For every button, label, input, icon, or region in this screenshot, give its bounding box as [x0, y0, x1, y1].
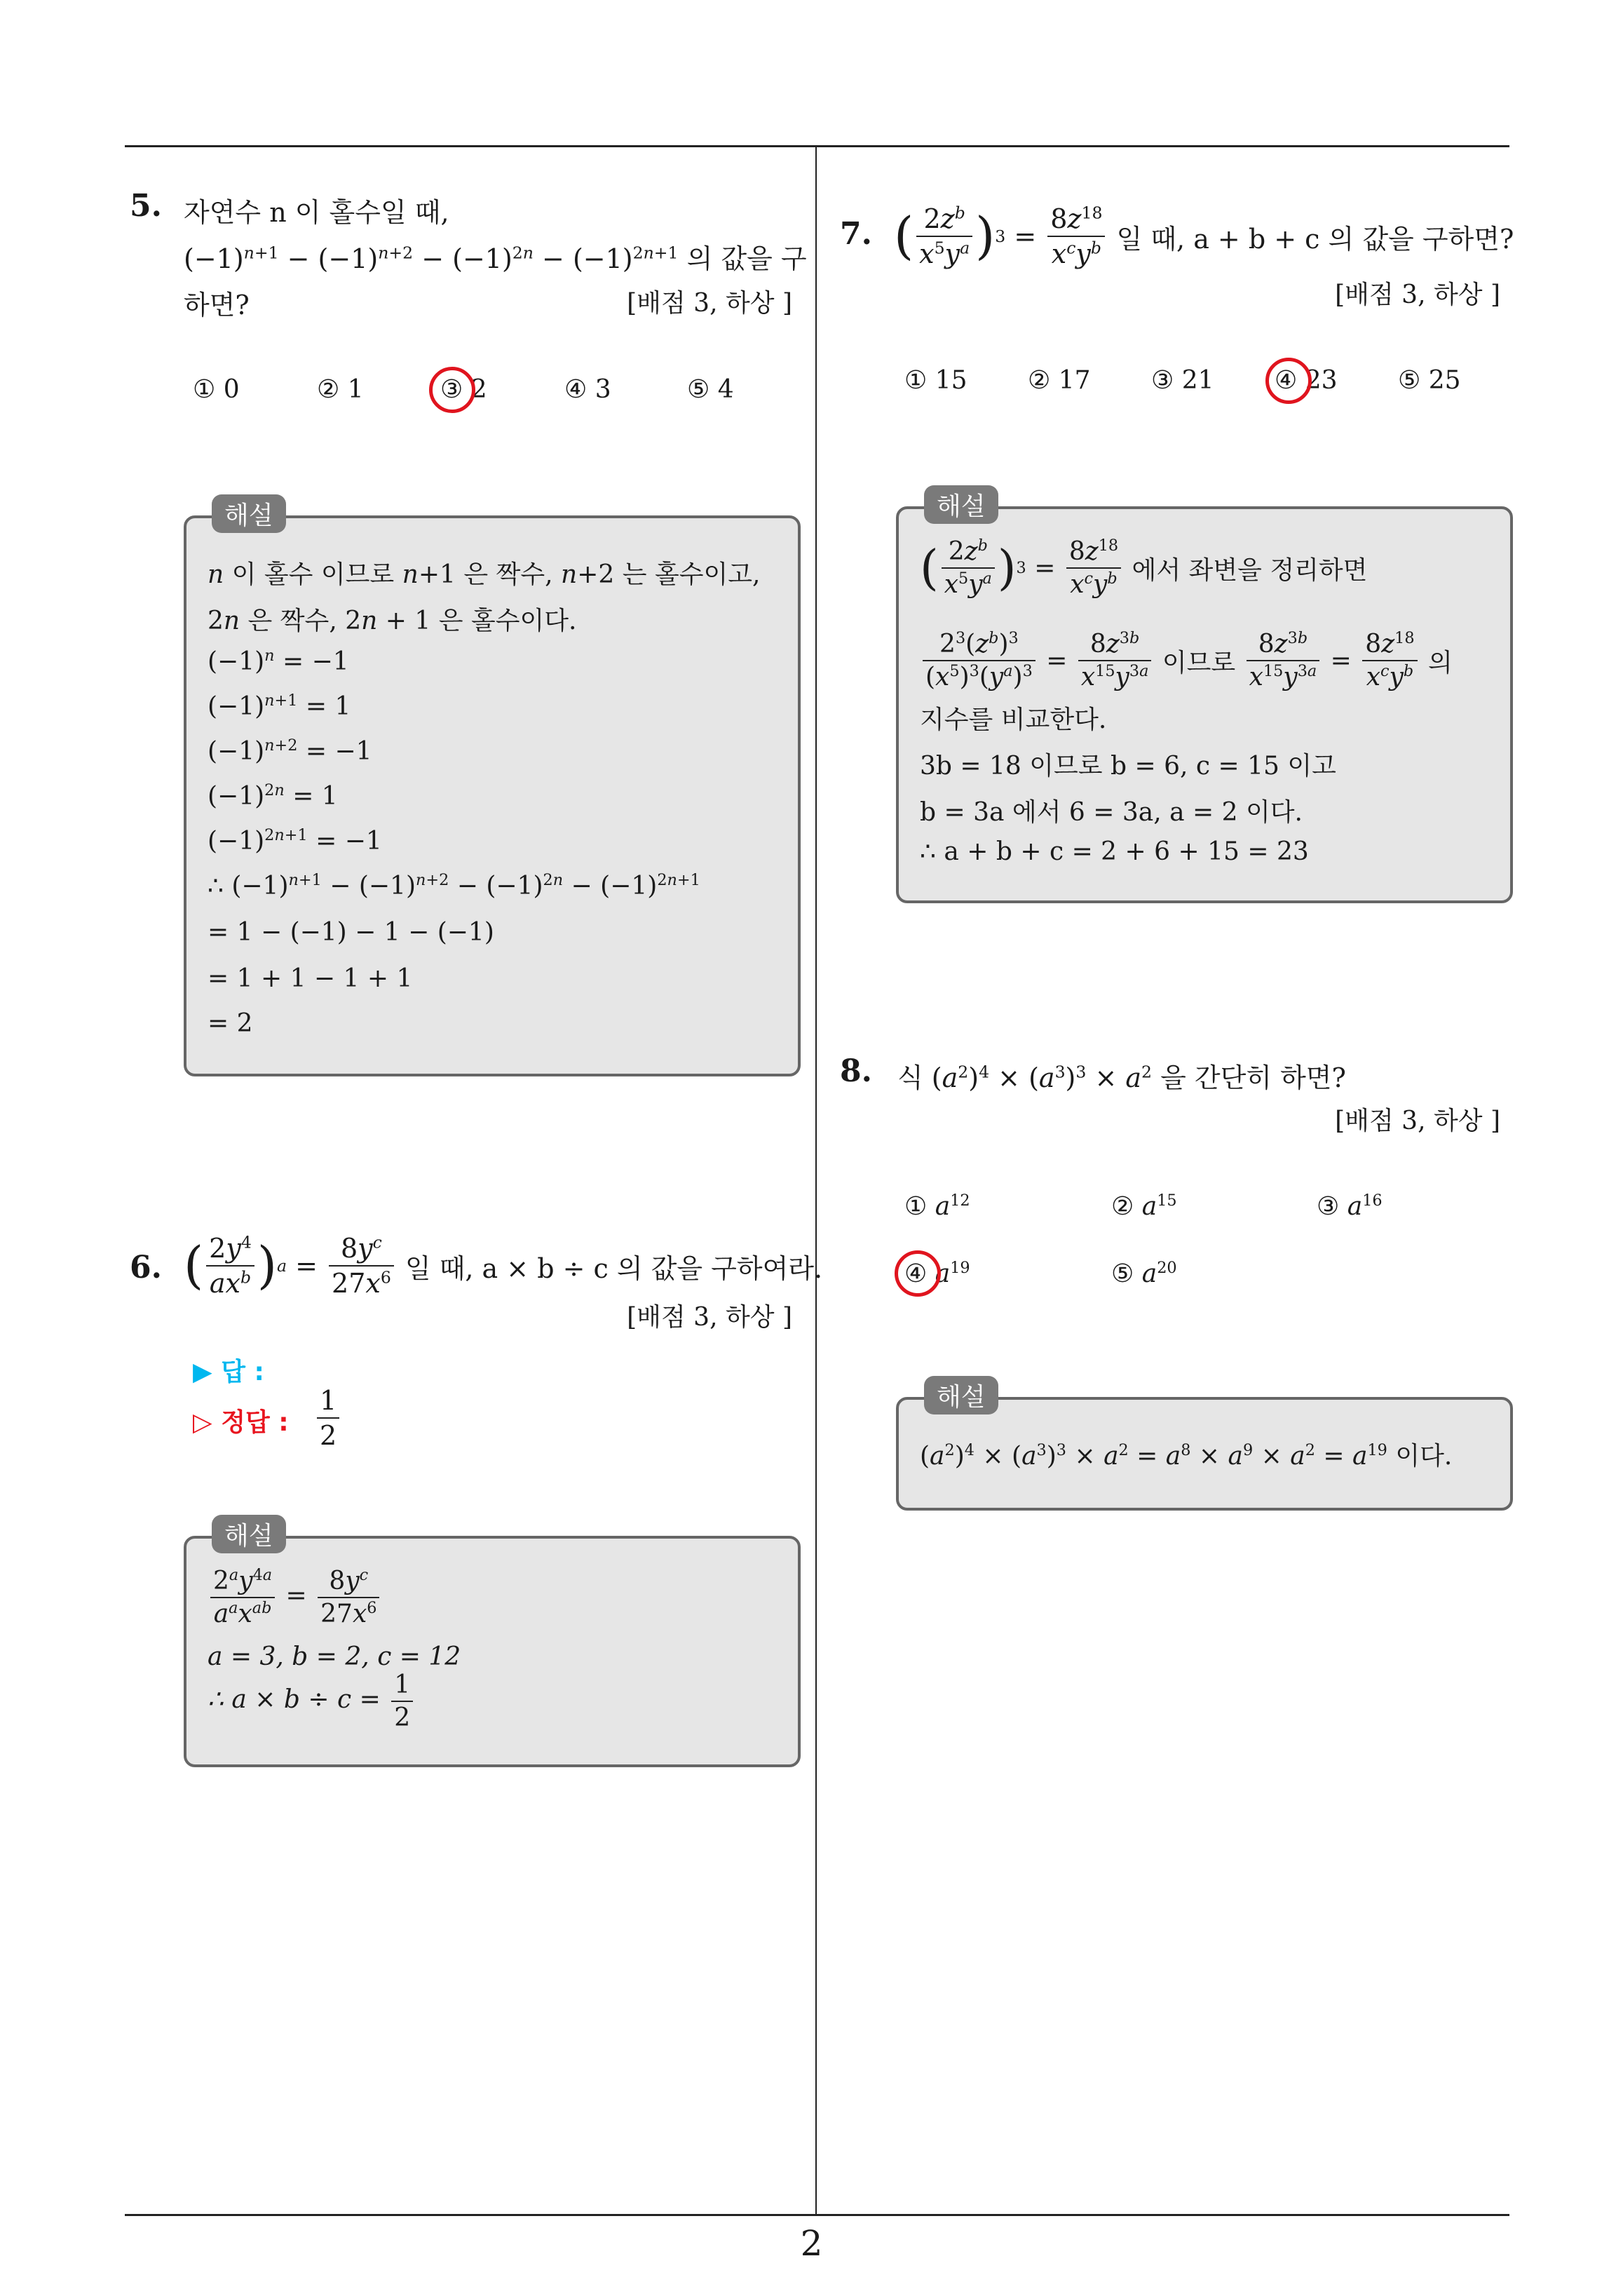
q7-choice-2[interactable]: ② 17 — [1028, 366, 1091, 395]
q5-choice-5[interactable]: ⑤ 4 — [687, 375, 734, 404]
q5-number: 5. — [130, 188, 162, 224]
q7-choice-4[interactable]: ④ 23 — [1275, 366, 1338, 395]
q5-sol-l2: 은 짝수, — [247, 607, 337, 635]
q5-sol-line9: = 1 − (−1) − 1 − (−1) — [208, 918, 494, 947]
q6-sol-line3-prefix: ∴ a × b ÷ c = — [208, 1685, 381, 1714]
q7-sol-l2-tail: 의 — [1428, 648, 1453, 677]
q5-score: [배점 3, 하상 ] — [627, 289, 792, 318]
q8-choice-1[interactable]: ① $a^{12}$ — [904, 1191, 970, 1221]
q5-sol-line10: = 1 + 1 − 1 + 1 — [208, 964, 413, 993]
q7-sol-line6: ∴ a + b + c = 2 + 6 + 15 = 23 — [920, 837, 1309, 866]
q8-choice-3-exp: 16 — [1362, 1191, 1383, 1210]
q6-equation: ( $\frac{2y^4}{ax^b}$ ) a = $\frac{8y^c}{27x^6}$ 일 때, a × b ÷ c 의 값을 구하여라. — [184, 1232, 823, 1299]
q5-sol-line2: 2n 은 짝수, 2n + 1 은 홀수이다. — [208, 607, 577, 635]
page-number: 2 — [800, 2223, 823, 2264]
q8-choice-3[interactable]: ③ $a^{16}$ — [1317, 1191, 1383, 1221]
q6-score: [배점 3, 하상 ] — [627, 1303, 792, 1332]
q6-sol-line1: $\frac{2^ay^{4a}}{a^ax^{ab}}$ = $\frac{8y^c}{27x^6}$ — [208, 1567, 382, 1628]
q5-sol-line1: n 이 홀수 이므로 n+1 은 짝수, n+2 는 홀수이고, — [208, 560, 761, 589]
q5-sol-line6: $(-1)^{2n} = 1$ — [208, 781, 338, 811]
q8-choice-4-exp: 19 — [950, 1259, 970, 1277]
q5-explanation-box — [184, 515, 801, 1076]
q5-line2: $(-1)^{n+1} - (-1)^{n+2} - (-1)^{2n} - (-1)^{2n+1}$ 의 값을 구 — [184, 243, 807, 274]
q8-choice-5-exp: 20 — [1157, 1259, 1177, 1277]
q7-sol-line3: 지수를 비교한다. — [920, 705, 1107, 734]
q5-sol-l1c: 는 홀수이고, — [622, 560, 761, 589]
q8-text-tail: 을 간단히 하면? — [1160, 1062, 1346, 1093]
q8-number: 8. — [840, 1053, 872, 1089]
q5-sol-line7: $(-1)^{2n+1} = -1$ — [208, 826, 382, 856]
q6-sol-line3: ∴ a × b ÷ c = $\frac{1}{2}$ — [208, 1670, 416, 1732]
q7-sol-l1-tail: 에서 좌변을 정리하면 — [1132, 555, 1368, 585]
q8-choice-5[interactable]: ⑤ $a^{20}$ — [1111, 1259, 1177, 1288]
q8-selected-mark — [895, 1250, 941, 1297]
q7-score: [배점 3, 하상 ] — [1335, 281, 1500, 309]
q6-explanation-tag: 해설 — [212, 1515, 286, 1553]
q5-sol-l1b: 은 짝수, — [463, 560, 553, 589]
q6-sol-line2: a = 3, b = 2, c = 12 — [208, 1642, 461, 1671]
q8-line: 식 $(a^2)^4 \times (a^3)^3 \times a^2$ 을 간단히 하면? — [897, 1062, 1346, 1093]
q6-correct-label: ▷ 정답 : — [193, 1408, 289, 1437]
q6-answer-label: ▶ 답 : — [193, 1358, 264, 1386]
q6-text-tail: 일 때, a × b ÷ c 의 값을 구하여라. — [405, 1252, 823, 1284]
q5-line3: 하면? — [184, 290, 250, 320]
q5-sol-l1: 이 홀수 이므로 — [231, 560, 395, 589]
q7-sol-l2-mid: 이므로 — [1162, 648, 1236, 677]
q7-choice-3[interactable]: ③ 21 — [1151, 366, 1214, 395]
q6-number: 6. — [130, 1250, 162, 1285]
q8-choice-1-exp: 12 — [950, 1191, 970, 1210]
q5-choice-3[interactable]: ③ 2 — [440, 375, 487, 404]
q7-text-tail: 일 때, a + b + c 의 값을 구하면? — [1116, 223, 1514, 255]
q8-choice-3-mark: ③ — [1317, 1192, 1340, 1221]
q5-sol-line4: $(-1)^{n+1} = 1$ — [208, 691, 351, 721]
q5-choice-1[interactable]: ① 0 — [193, 375, 240, 404]
q5-sol-line11: = 2 — [208, 1009, 253, 1038]
q5-sol-line8: ∴ $(-1)^{n+1} - (-1)^{n+2} - (-1)^{2n} - (-1)^{2n+1}$ — [208, 871, 700, 900]
q6-correct-den: 2 — [320, 1420, 337, 1451]
q7-number: 7. — [840, 216, 872, 252]
q5-sol-line3: $(-1)^n = -1$ — [208, 647, 349, 676]
q5-choice-4[interactable]: ④ 3 — [564, 375, 611, 404]
q5-line1 — [184, 191, 449, 229]
q8-text-prefix: 식 — [897, 1062, 923, 1093]
q7-choice-1[interactable]: ① 15 — [904, 366, 967, 395]
q6-correct-num: 1 — [317, 1385, 339, 1419]
q8-choice-2[interactable]: ② $a^{15}$ — [1111, 1191, 1177, 1221]
q5-explanation-tag: 해설 — [212, 494, 286, 533]
q5-sol-line5: $(-1)^{n+2} = -1$ — [208, 736, 372, 766]
q8-explanation-tag: 해설 — [924, 1376, 998, 1414]
q8-sol-line1: $(a^2)^4 \times (a^3)^3 \times a^2 = a^8 \times a^9 \times a^2 = a^{19}$ 이다. — [920, 1441, 1453, 1471]
q8-sol-tail: 이다. — [1395, 1442, 1453, 1471]
top-rule — [125, 145, 1509, 147]
q7-sol-line2: $\frac{2^3(z^b)^3}{(x^5)^3(y^a)^3}$ = $\frac{8z^{3b}}{x^{15}y^{3a}}$ 이므로 $\frac{8z^{3b}}{x^{15}y^{3a}}$ = $\frac{8z^{18}}{x^cy^b}$ 의 — [920, 630, 1453, 691]
q8-score: [배점 3, 하상 ] — [1335, 1107, 1500, 1135]
q8-choice-2-mark: ② — [1111, 1192, 1134, 1221]
q7-selected-mark — [1265, 358, 1312, 404]
q8-choice-5-mark: ⑤ — [1111, 1260, 1134, 1288]
q5-selected-mark — [429, 367, 475, 413]
q7-explanation-box — [896, 506, 1513, 903]
q8-choice-4-mark: ④ — [904, 1260, 928, 1288]
q7-sol-line4: 3b = 18 이므로 b = 6, c = 15 이고 — [920, 752, 1336, 781]
q7-sol-line5: b = 3a 에서 6 = 3a, a = 2 이다. — [920, 798, 1303, 827]
column-divider — [815, 145, 817, 2214]
q6-correct-value — [314, 1385, 342, 1451]
q5-sol-l2b: 은 홀수이다. — [438, 607, 577, 635]
q5-line1-text: 자연수 n 이 홀수일 때, — [184, 197, 449, 228]
q7-explanation-tag: 해설 — [924, 485, 998, 524]
q7-sol-line1: ( $\frac{2z^b}{x^5y^a}$ ) 3 = $\frac{8z^{18}}{x^cy^b}$ 에서 좌변을 정리하면 — [920, 536, 1368, 599]
q8-choice-2-exp: 15 — [1157, 1191, 1177, 1210]
q5-line2-tail: 의 값을 구 — [686, 243, 807, 274]
bottom-rule — [125, 2214, 1509, 2216]
q8-choice-4[interactable]: ④ $a^{19}$ — [904, 1259, 970, 1288]
q8-choice-1-mark: ① — [904, 1192, 928, 1221]
q7-choice-5[interactable]: ⑤ 25 — [1398, 366, 1461, 395]
q7-equation: ( $\frac{2z^b}{x^5y^a}$ ) 3 = $\frac{8z^{18}}{x^cy^b}$ 일 때, a + b + c 의 값을 구하면? — [894, 203, 1514, 269]
q6-explanation-box — [184, 1536, 801, 1767]
q5-choice-2[interactable]: ② 1 — [317, 375, 364, 404]
